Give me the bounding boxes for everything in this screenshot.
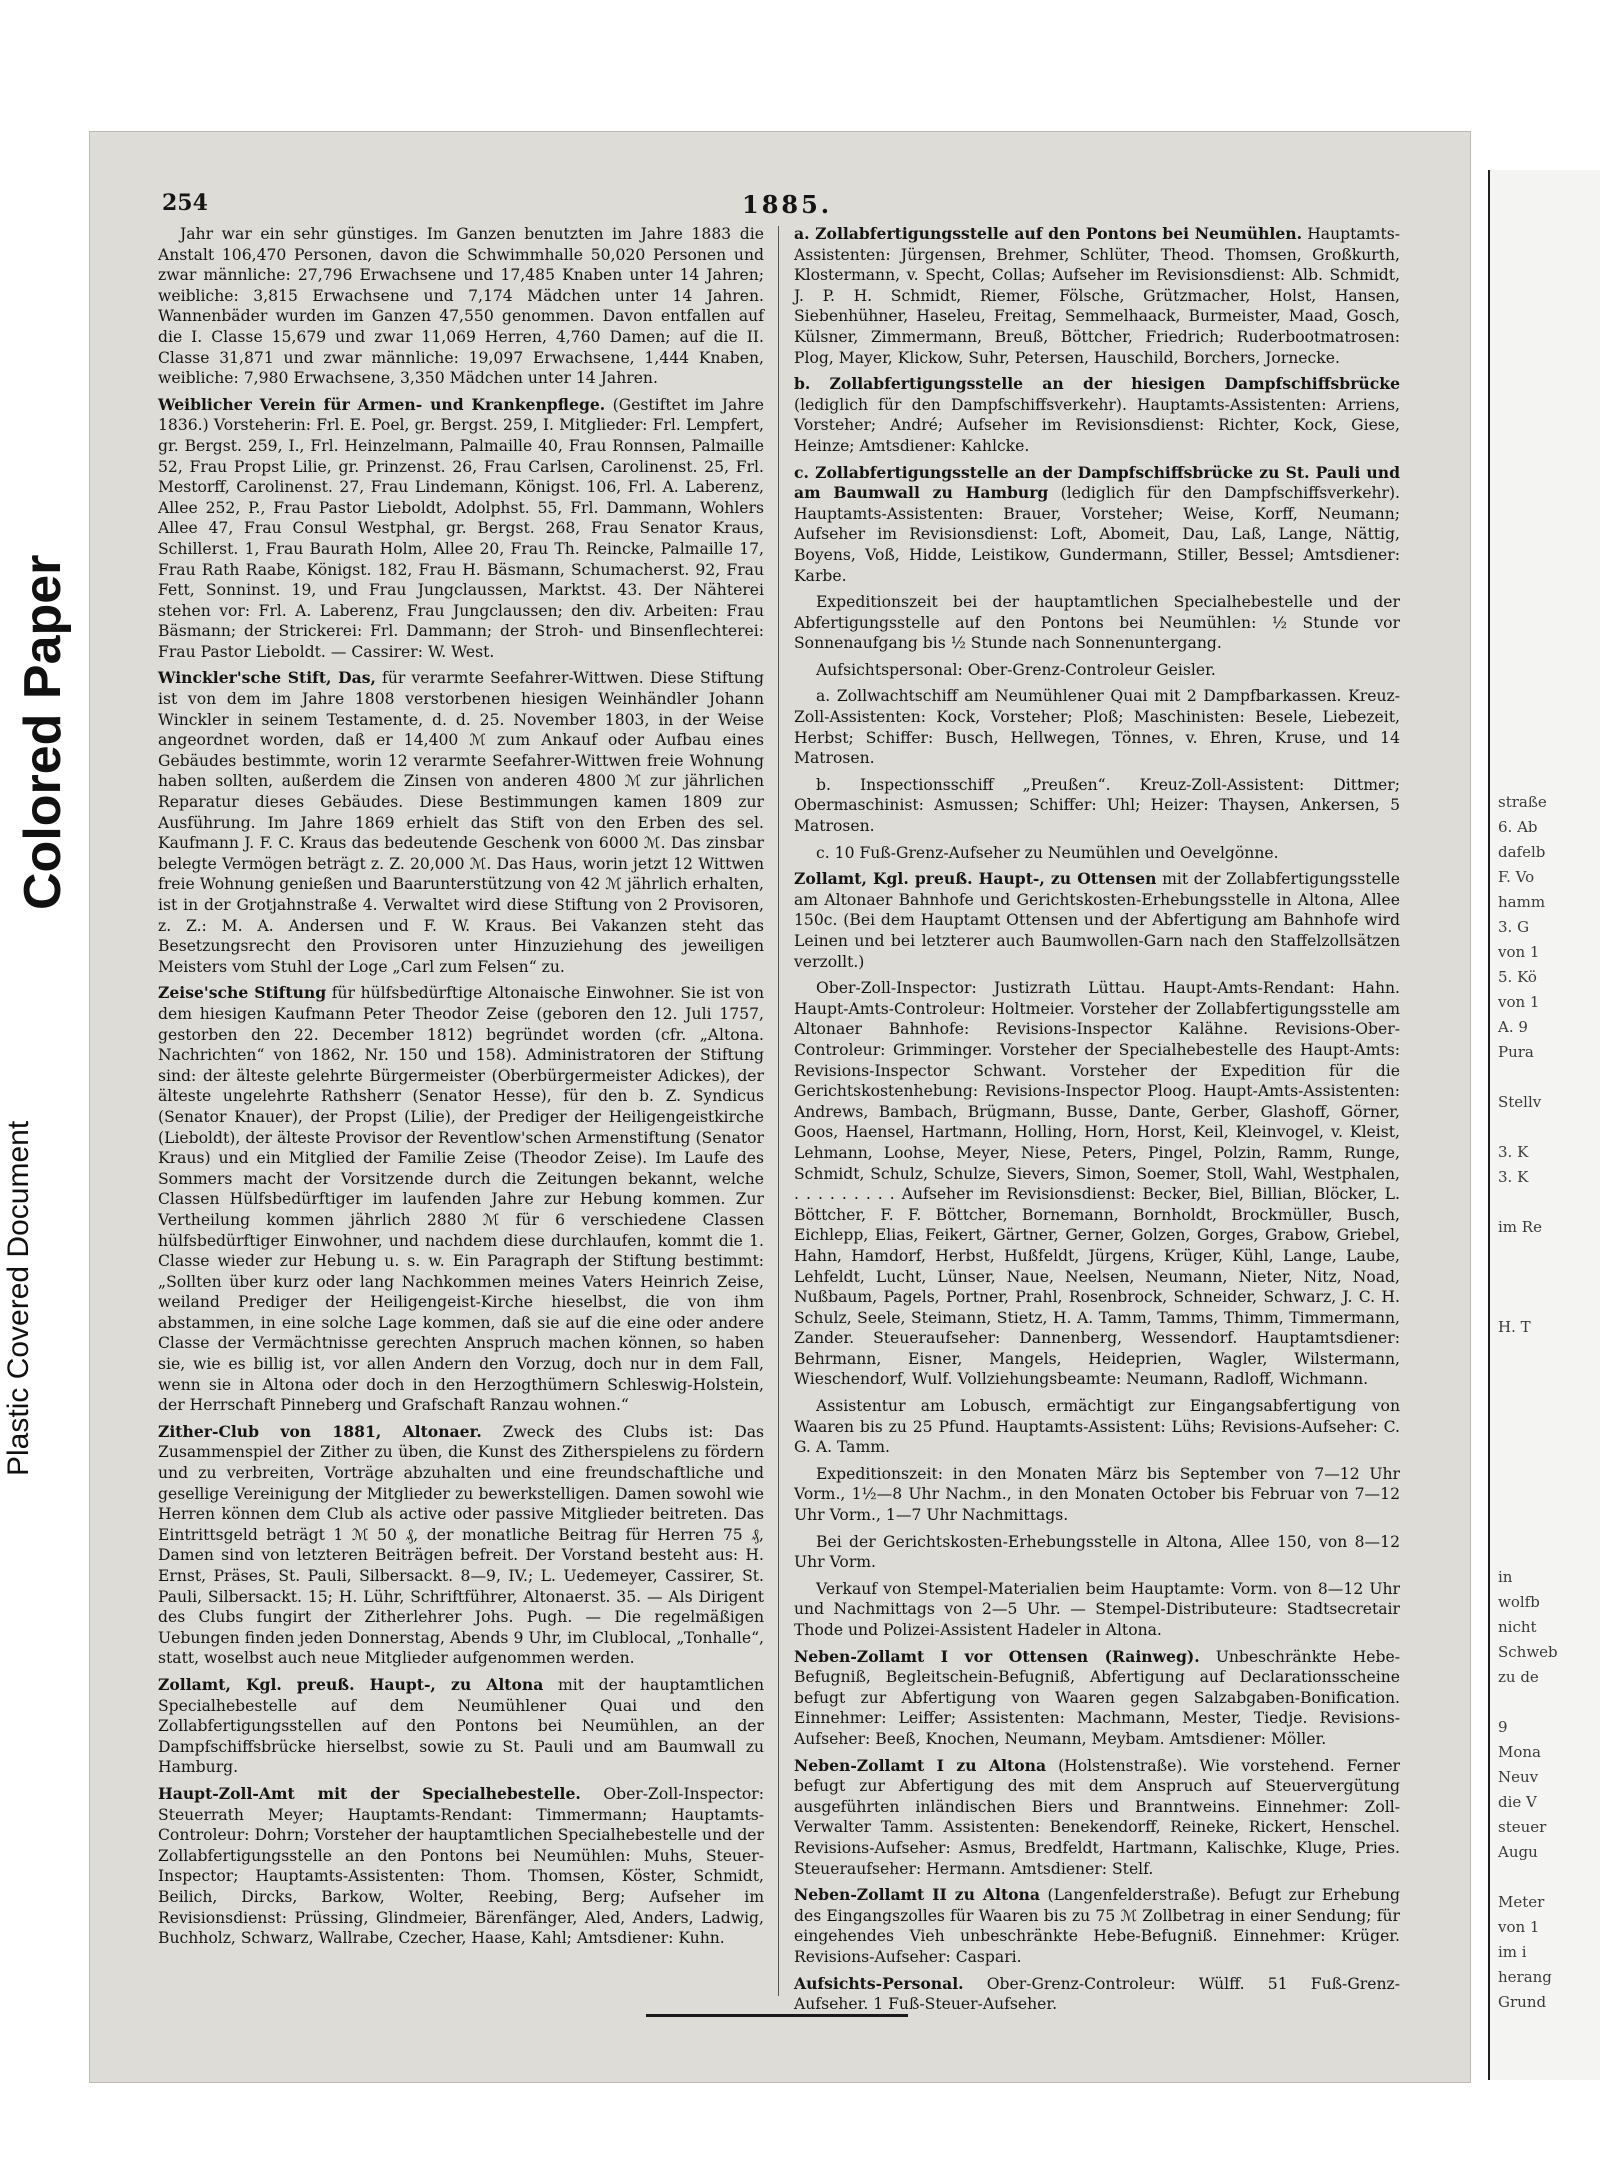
entry-paragraph [794,1974,1400,2015]
adjacent-page-fragment: F. Vo [1498,868,1535,886]
page-end-rule [646,2014,908,2017]
entry-heading: b. Zollabfertigungsstelle an der hiesigen Dampfschiffsbrücke [794,374,1400,394]
entry-heading: Zollamt, Kgl. preuß. Haupt-, zu Ottensen [794,869,1157,889]
entry-paragraph [158,224,764,389]
entry-paragraph [794,686,1400,768]
entry-text: Ober-Zoll-Inspector: Justizrath Lüttau. Haupt-Amts-Rendant: Hahn. Haupt-Amts-Controleur: Holtmeier. Vorsteher der Zollabfertigungsstelle am Altonaer Bahnhofe: Revisions-Inspector Kalähne. Revisions-Ober-Controleur: Grimminger. Vorsteher der Specialhebestelle des Haupt-Amts: Revisions-Inspector Schwant. Vorsteher der Expedition für die Gerichtskostenhebung: Revisions-Inspector Ploog. Haupt-Amts-Assistenten: Andrews, Bambach, Brügmann, Busse, Dante, Gerber, Glashoff, Görner, Goos, Haensel, Hartmann, Holling, Horn, Horst, Keil, Kleinvogel, v. Kleist, Lehmann, Loohse, Meyer, Niese, Peters, Pingel, Polzin, Ramm, Runge, Schmidt, Schulz, Schulze, Sievers, Simon, Soemer, Stoll, Wahl, Westphalen, . . . . . . . . . Aufseher im Revisionsdienst: Becker, Biel, Billian, Blöcker, L. Böttcher, F. F. Böttcher, Bornemann, Bornholdt, Brockmüller, Busch, Eichlepp, Elias, Feikert, Gärtner, Gerner, Golzen, Gorges, Grabow, Griebel, Hahn, Hamdorf, Herbst, Hußfeldt, Jürgens, Krüger, Kühl, Lange, Laube, Lehfeldt, Lucht, Lünser, Naue, Neelsen, Neumann, Nieter, Nitz, Noad, Nußbaum, Pagels, Portner, Prahl, Rosenbrock, Schneider, Schwarz, J. C. H. Schulz, Seele, Steimann, Stietz, H. A. Tamm, Tamms, Thimm, Timmermann, Zander. Steueraufseher: Dannenberg, Wessendorf. Hauptamtsdiener: Behrmann, Eisner, Mangels, Heideprien, Wagler, Wilstermann, Wieschendorf, Wulf. Vollziehungsbeamte: Neumann, Radloff, Wichmann. [794,979,1400,1389]
entry-text: (lediglich für den Dampfschiffsverkehr). Hauptamts-Assistenten: Brauer, Vorsteher; Weise, Korff, Neumann; Aufseher im Revisionsdienst: Loft, Abomeit, Dau, Laß, Lange, Nättig, Boyens, Voß, Hidde, Leistikow, Gundermann, Stiller, Bessel; Amtsdiener: Karbe. [794,484,1400,585]
entry-text: mit der hauptamtlichen Specialhebestelle auf dem Neumühlener Quai und den Zollabfertigungsstellen auf den Pontons bei Neumühlen, an der Dampfschiffsbrücke hierselbst, sowie zu St. Pauli und am Baumwall zu Hamburg. [158,1675,764,1777]
adjacent-page-fragment [1490,1440,1600,1465]
side-label [2,440,72,1480]
adjacent-page-strip [1488,170,1600,2080]
entry-text: a. Zollwachtschiff am Neumühlener Quai mit 2 Dampfbarkassen. Kreuz-Zoll-Assistenten: Kock, Vorsteher; Ploß; Maschinisten: Besele, Liebezeit, Herbst; Schiffer: Busch, Hellwegen, Tönnes, v. Ehren, Kruse, und 14 Matrosen. [794,687,1400,768]
adjacent-page-fragment: Grund [1498,1993,1547,2011]
entry-paragraph [794,374,1400,456]
adjacent-page-fragment: 6. Ab [1498,818,1538,836]
adjacent-page-fragment: 5. Kö [1498,968,1537,986]
adjacent-page-fragment: straße [1498,793,1547,811]
entry-paragraph [794,592,1400,654]
adjacent-page-fragment [1490,1865,1600,1890]
entry-paragraph [794,1647,1400,1750]
entry-paragraph [158,1675,764,1778]
side-label-line1: Plastic Covered Document [2,1120,35,1476]
side-label-line2: Colored Paper [14,554,72,910]
entry-paragraph [794,660,1400,681]
page-year: 1885. [742,190,833,219]
entry-heading: Zither-Club von 1881, Altonaer. [158,1421,482,1441]
entry-text: Assistentur am Lobusch, ermächtigt zur Eingangsabfertigung von Waaren bis zu 25 Pfund. Hauptamts-Assistent: Lühs; Revisions-Aufseher: C. G. A. Tamm. [794,1397,1400,1457]
adjacent-page-fragment [1490,1115,1600,1140]
entry-text: für hülfsbedürftige Altonaische Einwohner. Sie ist von dem hiesigen Kaufmann Peter Theodor Zeise (geboren den 12. Juli 1757, gestorben den 22. December 1812) begründet worden (cfr. „Altona. Nachrichten“ von 1862, Nr. 150 und 158). Administratoren der Stiftung sind: der älteste gelehrte Bürgermeister (Oberbürgermeister Adickes), der älteste ungelehrte Rathsherr (Senator Hesse), für den b. Z. Syndicus (Senator Knauer), der Propst (Lilie), der Prediger der Heiligengeistkirche (Lieboldt), der älteste Provisor der Reventlow'schen Armenstiftung (Senator Kraus) und ein Mitglied der Familie Zeise (Theodor Zeise). Im Laufe des Sommers macht der Vorsitzende durch die Zeitungen bekannt, welche Classen Hülfsbedürftiger im laufenden Jahre zur Hebung kommen. Zur Vertheilung kommen jährlich 2880 ℳ für 6 verschiedene Classen hülfsbedürftiger Einwohner, und nachdem diese durchlaufen, kommt die 1. Classe wieder zur Hebung u. s. w. Ein Paragraph der Stiftung bestimmt: „Sollten über kurz oder lang Nachkommen meines Vaters Heinrich Zeise, weiland Prediger der Heiligengeist-Kirche hieselbst, die von ihm abstammen, in eine solche Lage kommen, daß sie auf die eine oder andere Classe der Vermächtnisse gerechten Anspruch machen können, so haben sie, wie es billig ist, vor allen Andern den Vorzug, doch nur in dem Fall, wenn sie in Altona oder doch in den Herzogthümern Schleswig-Holstein, der Herrschaft Pinneberg und Grafschaft Ranzau wohnen.“ [158,984,764,1415]
adjacent-page-fragment: von 1 [1498,993,1540,1011]
entry-paragraph [794,1396,1400,1458]
entry-paragraph [794,978,1400,1390]
entry-heading: Weiblicher Verein für Armen- und Krankenpflege. [158,394,606,414]
adjacent-page-fragment: im i [1498,1943,1527,1961]
entry-text: Expeditionszeit bei der hauptamtlichen Specialhebestelle und der Abfertigungsstelle auf den Pontons bei Neumühlen: ½ Stunde vor Sonnenaufgang bis ½ Stunde nach Sonnenuntergang. [794,593,1400,653]
entry-paragraph [794,1532,1400,1573]
adjacent-page-fragment: Mona [1498,1743,1541,1761]
entry-paragraph [158,983,764,1415]
entry-heading: Zollamt, Kgl. preuß. Haupt-, zu Altona [158,1674,544,1694]
column-divider [778,226,779,1996]
adjacent-page-fragment: Augu [1498,1843,1538,1861]
entry-heading: Haupt-Zoll-Amt mit der Specialhebestelle. [158,1783,581,1803]
entry-heading: a. Zollabfertigungsstelle auf den Pontons bei Neumühlen. [794,224,1303,243]
adjacent-page-fragment: von 1 [1498,943,1540,961]
entry-heading: Zeise'sche Stiftung [158,983,327,1003]
adjacent-page-fragment [1490,1365,1600,1390]
adjacent-page-fragment [1490,1240,1600,1265]
adjacent-page-fragment [1490,1540,1600,1565]
entry-paragraph [794,1756,1400,1880]
entry-text: Zweck des Clubs ist: Das Zusammenspiel der Zither zu üben, die Kunst des Zitherspielens zu fördern und zu verbreiten, Vorträge abzuhalten und eine freundschaftliche und gesellige Vereinigung der Mitglieder zu bewerkstelligen. Damen sowohl wie Herren können dem Club als active oder passive Mitglieder beitreten. Das Eintrittsgeld beträgt 1 ℳ 50 ₰, der monatliche Beitrag für Herren 75 ₰, Damen sind von letzteren Beiträgen befreit. Der Vorstand besteht aus: H. Ernst, Präses, St. Pauli, Silbersackt. 8—9, IV.; L. Uedemeyer, Cassirer, St. Pauli, Silbersackt. 15; H. Lühr, Schriftführer, Altonaerst. 35. — Als Dirigent des Clubs fungirt der Zitherlehrer Johs. Pugh. — Die regelmäßigen Uebungen finden jeden Donnerstag, Abends 9 Uhr, im Clublocal, „Tonhalle“, statt, woselbst auch neue Mitglieder aufgenommen werden. [158,1422,764,1668]
entry-paragraph [794,1579,1400,1641]
entry-paragraph [158,1784,764,1949]
entry-heading: Neben-Zollamt I zu Altona [794,1755,1047,1775]
adjacent-page-fragment [1490,1265,1600,1290]
adjacent-page-fragment: Neuv [1498,1768,1539,1786]
entry-text: (Holstenstraße). Wie vorstehend. Ferner befugt zur Abfertigung des mit dem Anspruch auf Steuervergütung ausgeführten inländischen Biers und Branntweins. Einnehmer: Zoll-Verwalter Tamm. Assistenten: Benekendorff, Reineke, Rickert, Henschel. Revisions-Aufseher: Asmus, Bredfeldt, Hartmann, Kalischke, Kluge, Pries. Steueraufseher: Hermann. Amtsdiener: Stelf. [794,1756,1400,1878]
entry-paragraph [794,869,1400,972]
adjacent-page-fragment [1490,1490,1600,1515]
adjacent-page-fragment [1490,1690,1600,1715]
adjacent-page-fragment: herang [1498,1968,1552,1986]
entry-paragraph [158,395,764,663]
adjacent-page-fragment: hamm [1498,893,1546,911]
adjacent-page-fragment [1490,1415,1600,1440]
entry-text: mit der Zollabfertigungsstelle am Altonaer Bahnhofe und Gerichtskosten-Erhebungsstelle in Altona, Allee 150c. (Bei dem Hauptamt Ottensen und der Abfertigung am Bahnhofe wird Leinen und bei letzterer auch Baumwollen-Garn nach den Staffelzollsätzen verzollt.) [794,870,1401,971]
entry-heading: Aufsichts-Personal. [794,1973,964,1993]
entry-paragraph [794,1885,1400,1967]
entry-text: Ober-Grenz-Controleur: Wülff. 51 Fuß-Grenz-Aufseher. 1 Fuß-Steuer-Aufseher. [794,1974,1400,2014]
entry-heading: Neben-Zollamt II zu Altona [794,1885,1040,1905]
adjacent-page-fragment: H. T [1498,1318,1531,1336]
entry-text: (Langenfelderstraße). Befugt zur Erhebung des Eingangszolles für Waaren bis zu 75 ℳ Zollbetrag in einer Sendung; für eingehendes Vieh unbeschränkte Hebe-Befugniß. Einnehmer: Krüger. Revisions-Aufseher: Caspari. [794,1886,1400,1966]
adjacent-page-fragment: die V [1498,1793,1537,1811]
left-column [158,224,764,1994]
adjacent-page-fragment: dafelb [1498,843,1546,861]
right-column [794,224,1401,2014]
adjacent-page-fragment: wolfb [1498,1593,1540,1611]
adjacent-page-fragment: zu de [1498,1668,1539,1686]
adjacent-page-fragment [1490,1390,1600,1415]
entry-paragraph [794,224,1400,368]
adjacent-page-fragment: 9 [1498,1718,1508,1736]
entry-heading: Winckler'sche Stift, Das, [158,668,376,688]
adjacent-page-fragment: Schweb [1498,1643,1558,1661]
adjacent-page-fragment: von 1 [1498,1918,1540,1936]
adjacent-page-fragment: 3. K [1498,1168,1529,1186]
entry-text: Jahr war ein sehr günstiges. Im Ganzen benutzten im Jahre 1883 die Anstalt 106,470 Personen, davon die Schwimmhalle 50,020 Personen und zwar männliche: 27,796 Erwachsene und 17,485 Knaben unter 14 Jahren; weibliche: 3,815 Erwachsene und 7,174 Mädchen unter 14 Jahren. Wannenbäder wurden im Ganzen 47,550 genommen. Davon entfallen auf die I. Classe 15,679 und zwar 11,069 Herren, 4,760 Damen; auf die II. Classe 31,871 und zwar männliche: 19,097 Erwachsene, 1,444 Knaben, weibliche: 7,980 Erwachsene, 3,350 Mädchen unter 14 Jahren. [158,225,764,388]
adjacent-page-fragment: Pura [1498,1043,1534,1061]
page-number: 254 [162,190,208,216]
entry-heading: Neben-Zollamt I vor Ottensen (Rainweg). [794,1646,1200,1666]
adjacent-page-fragment [1490,1340,1600,1365]
entry-text: Verkauf von Stempel-Materialien beim Hauptamte: Vorm. von 8—12 Uhr und Nachmittags von 2—5 Uhr. — Stempel-Distributeure: Stadtsecretair Thode und Polizei-Assistent Hadeler in Altona. [794,1579,1400,1639]
adjacent-page-fragment [1490,1290,1600,1315]
entry-paragraph [158,668,764,977]
adjacent-page-fragment [1490,1190,1600,1215]
adjacent-page-fragment: 3. G [1498,918,1530,936]
entry-heading: c. Zollabfertigungsstelle an der Dampfschiffsbrücke zu St. Pauli und am Baumwall zu Hamburg [794,462,1400,503]
adjacent-page-fragment: A. 9 [1498,1018,1528,1036]
entry-text: (Gestiftet im Jahre 1836.) Vorsteherin: Frl. E. Poel, gr. Bergst. 259, I. Mitglieder: Frl. Lempfert, gr. Bergst. 259, I., Frl. Heinzelmann, Palmaille 40, Frau Ronnsen, Palmaille 52, Frau Propst Lilie, gr. Prinzenst. 26, Frau Carlsen, Carolinenst. 25, Frl. Mestorff, Carolinenst. 27, Frau Lindemann, Königst. 106, Frl. A. Laberenz, Allee 252, P., Frau Pastor Lieboldt, Adolphst. 55, Frl. Dammann, Wohlers Allee 47, Frau Consul Westphal, gr. Bergst. 268, Frau Senator Kraus, Schillerst. 1, Frau Baurath Holm, Allee 20, Frau Th. Reincke, Palmaille 17, Frau Rath Raabe, Königst. 182, Frau H. Bäsmann, Schumacherst. 92, Frau Fett, Sonninst. 19, und Frau Jungclaussen, Marktst. 43. Der Nähterei stehen vor: Frl. A. Laberenz, Frau Jungclaussen; den div. Arbeiten: Frau Bäsmann; der Strickerei: Frl. Dammann; der Stroh- und Binsenflechterei: Frau Pastor Lieboldt. — Cassirer: W. West. [158,395,764,661]
entry-paragraph [794,1464,1400,1526]
adjacent-page-fragment [1490,1065,1600,1090]
entry-text: (lediglich für den Dampfschiffsverkehr). Hauptamts-Assistenten: Arriens, Vorsteher; André; Aufseher im Revisionsdienst: Richter, Kock, Giese, Heinze; Amtsdiener: Kahlcke. [794,395,1400,455]
adjacent-page-fragment: nicht [1498,1618,1537,1636]
adjacent-page-fragment [1490,1465,1600,1490]
entry-text: Ober-Zoll-Inspector: Steuerrath Meyer; Hauptamts-Rendant: Timmermann; Hauptamts-Controleur: Dohrn; Vorsteher der hauptamtlichen Specialhebestelle und der Zollabfertigungsstelle an den Pontons bei Neumühlen: Muhs, Steuer-Inspector; Hauptamts-Assistenten: Thom. Thomsen, Köster, Schmidt, Beilich, Dircks, Barkow, Wolter, Reebing, Berg; Aufseher im Revisionsdienst: Prüssing, Glindmeier, Bärenfänger, Aled, Anders, Ladwig, Buchholz, Schwarz, Wallrabe, Czecher, Haase, Kahl; Amtsdiener: Kuhn. [158,1784,764,1948]
entry-text: für verarmte Seefahrer-Wittwen. Diese Stiftung ist von dem im Jahre 1808 verstorbenen hiesigen Weinhändler Johann Winckler in seinem Testamente, d. d. 25. November 1803, in der Weise angeordnet worden, daß er 14,400 ℳ zum Ankauf oder Aufbau eines Gebäudes bestimmte, worin 12 verarmte Seefahrer-Wittwen freie Wohnung haben sollten, außerdem die Zinsen von anderen 4800 ℳ zur jährlichen Reparatur dieses Gebäudes. Diese Bestimmungen kamen 1809 zur Ausführung. Im Jahre 1869 erhielt das Stift von den Erben des sel. Kaufmann J. F. C. Kraus das bedeutende Geschenk von 6000 ℳ. Das zinsbar belegte Vermögen beträgt z. Z. 20,000 ℳ. Das Haus, worin jetzt 12 Wittwen freie Wohnung genießen und Baarunterstützung von 42 ℳ jährlich erhalten, ist in der Grotjahnstraße 4. Verwaltet wird diese Stiftung von 2 Provisoren, z. Z.: M. A. Andersen und F. W. Kraus. Bei Vakanzen steht das Besetzungsrecht den Provisoren unter Hinzuziehung des jeweiligen Meisters vom Stuhl der Loge „Carl zum Felsen“ zu. [158,669,764,976]
adjacent-page-fragment [1490,1515,1600,1540]
scanned-page [90,132,1470,2082]
adjacent-page-fragment: in [1498,1568,1513,1586]
adjacent-page-fragment: steuer [1498,1818,1547,1836]
entry-text: Expeditionszeit: in den Monaten März bis September von 7—12 Uhr Vorm., 1½—8 Uhr Nachm., in den Monaten October bis Februar von 7—12 Uhr Vorm., 1—7 Uhr Nachmittags. [794,1464,1400,1525]
entry-paragraph [794,463,1400,587]
entry-text: c. 10 Fuß-Grenz-Aufseher zu Neumühlen und Oevelgönne. [816,843,1279,862]
entry-text: Hauptamts-Assistenten: Jürgensen, Brehmer, Schlüter, Theod. Thomsen, Großkurth, Klostermann, v. Specht, Collas; Aufseher im Revisionsdienst: Alb. Schmidt, J. P. H. Schmidt, Riemer, Fölsche, Grützmacher, Holst, Hansen, Siebenhühner, Haseleu, Freitag, Semmelhaack, Burmeister, Maad, Gosch, Külsner, Zimmermann, Breuß, Böttcher, Friedrich; Ruderbootmatrosen: Plog, Mayer, Klickow, Suhr, Petersen, Hauschild, Borchers, Jornecke. [794,225,1401,367]
entry-text: Aufsichtspersonal: Ober-Grenz-Controleur Geisler. [816,660,1216,679]
adjacent-page-fragment: im Re [1498,1218,1542,1236]
entry-paragraph [794,843,1400,864]
entry-paragraph [158,1422,764,1669]
adjacent-page-fragment: Stellv [1498,1093,1542,1111]
entry-text: Unbeschränkte Hebe-Befugniß, Begleitschein-Befugniß, Abfertigung auf Declarationsscheine befugt zur Abfertigung von Waaren gegen Salzabgaben-Bonification. Einnehmer: Leiffer; Assistenten: Machmann, Mester, Tiedje. Revisions-Aufseher: Beeß, Knochen, Neumann, Meybam. Amtsdiener: Möller. [794,1647,1400,1748]
entry-text: b. Inspectionsschiff „Preußen“. Kreuz-Zoll-Assistent: Dittmer; Obermaschinist: Asmussen; Schiffer: Uhl; Heizer: Thaysen, Ankersen, 5 Matrosen. [794,775,1400,836]
entry-text: Bei der Gerichtskosten-Erhebungsstelle in Altona, Allee 150, von 8—12 Uhr Vorm. [794,1532,1400,1572]
entry-paragraph [794,775,1400,837]
adjacent-page-fragment: 3. K [1498,1143,1529,1161]
adjacent-page-fragment: Meter [1498,1893,1545,1911]
